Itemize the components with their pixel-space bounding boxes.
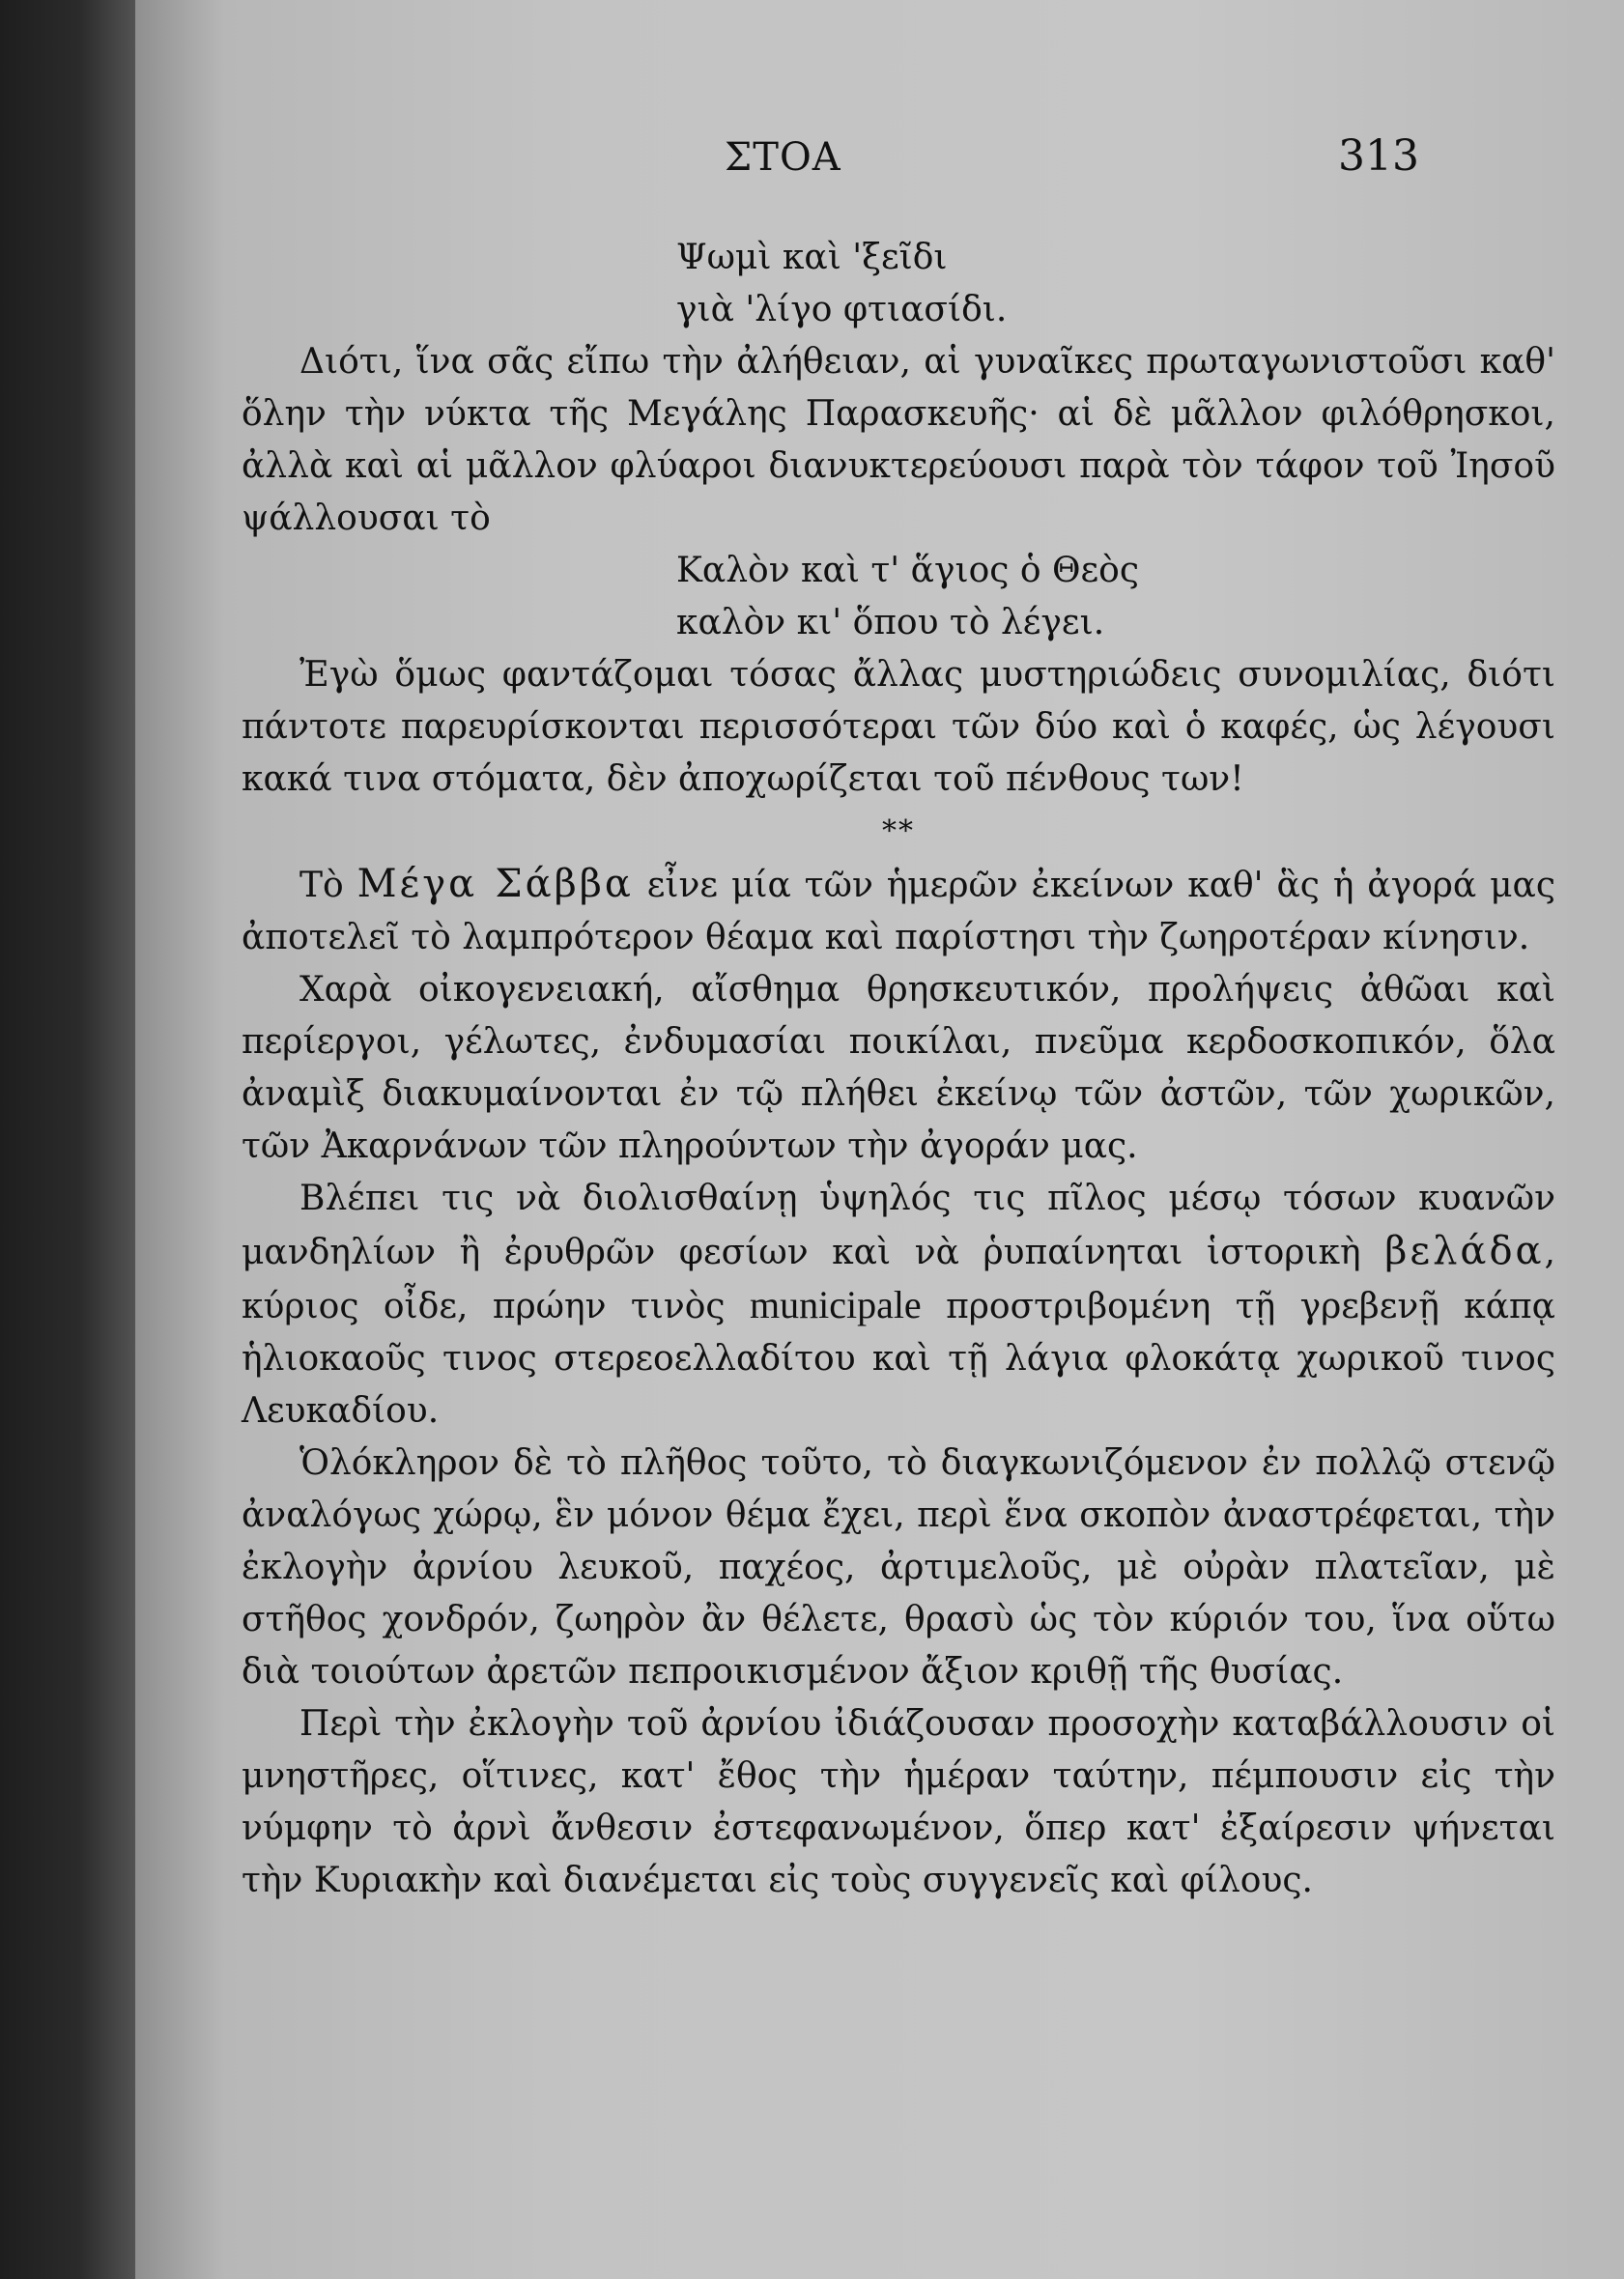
- paragraph: Ἐγὼ ὅμως φαντάζομαι τόσας ἄλλας μυστηριώδεις συνομιλίας, διότι πάντοτε παρευρίσκονται περισσότεραι τῶν δύο καὶ ὁ καφές, ὡς λέγουσι κακά τινα στόματα, δὲν ἀποχωρίζεται τοῦ πένθους των!: [242, 655, 1555, 799]
- paragraph: [242, 1173, 1555, 1438]
- running-title: ΣΤΟΑ: [725, 135, 841, 180]
- body-text: [242, 232, 1555, 1907]
- page-header: [135, 131, 1624, 193]
- page-number: 313: [1338, 131, 1419, 181]
- verse-line: καλὸν κι' ὅπου τὸ λέγει.: [676, 603, 1105, 642]
- paragraph: Ὁλόκληρον δὲ τὸ πλῆθος τοῦτο, τὸ διαγκωνιζόμενον ἐν πολλῷ στενῷ ἀναλόγως χώρῳ, ἓν μόνον θέμα ἔχει, περὶ ἕνα σκοπὸν ἀναστρέφεται, τὴν ἐκλογὴν ἀρνίου λευκοῦ, παχέος, ἀρτιμελοῦς, μὲ οὐρὰν πλατεῖαν, μὲ στῆθος χονδρόν, ζωηρὸν ἂν θέλετε, θρασὺ ὡς τὸν κύριόν του, ἵνα οὕτω διὰ τοιούτων ἀρετῶν πεπροικισμένον ἄξιον κριθῇ τῆς θυσίας.: [242, 1443, 1555, 1692]
- verse-line: γιὰ 'λίγο φτιασίδι.: [676, 290, 1008, 329]
- paragraph-lead: Τὸ: [299, 866, 344, 905]
- paragraph: Διότι, ἵνα σᾶς εἴπω τὴν ἀλήθειαν, αἱ γυναῖκες πρωταγωνιστοῦσι καθ' ὅλην τὴν νύκτα τῆς Μεγάλης Παρασκευῆς· αἱ δὲ μᾶλλον φιλόθρησκοι, ἀλλὰ καὶ αἱ μᾶλλον φλύαροι διανυκτερεύουσι παρὰ τὸν τάφον τοῦ Ἰησοῦ ψάλλουσαι τὸ: [242, 342, 1555, 538]
- paragraph: [242, 858, 1555, 964]
- spaced-word: βελάδα: [1384, 1229, 1545, 1273]
- paragraph-text: , κύριος οἶδε, πρώην τινὸς: [242, 1233, 1555, 1326]
- paragraph: Χαρὰ οἰκογενειακή, αἴσθημα θρησκευτικόν, προλήψεις ἀθῶαι καὶ περίεργοι, γέλωτες, ἐνδυμασίαι ποικίλαι, πνεῦμα κερδοσκοπικόν, ὅλα ἀναμὶξ διακυμαίνονται ἐν τῷ πλήθει ἐκείνῳ τῶν ἀστῶν, τῶν χωρικῶν, τῶν Ἀκαρνάνων τῶν πληρούντων τὴν ἀγοράν μας.: [242, 970, 1555, 1166]
- paragraph-text: εἶνε μία τῶν ἡμερῶν ἐκείνων καθ' ἃς ἡ ἀγορά μας ἀποτελεῖ τὸ λαμπρότερον θέαμα καὶ παρίστησι τὴν ζωηροτέραν κίνησιν.: [242, 866, 1555, 957]
- paragraph-text: Βλέπει τις νὰ διολισθαίνῃ ὑψηλός τις πῖλος μέσῳ τόσων κυανῶν μανδηλίων ἢ ἐρυθρῶν φεσίων καὶ νὰ ῥυπαίνηται ἱστορικὴ: [242, 1179, 1555, 1272]
- verse-line: Ψωμὶ καὶ 'ξεῖδι: [676, 238, 948, 277]
- verse-line: Καλὸν καὶ τ' ἅγιος ὁ Θεὸς: [676, 551, 1139, 590]
- latin-word: municipale: [749, 1283, 922, 1326]
- paragraph: Περὶ τὴν ἐκλογὴν τοῦ ἀρνίου ἰδιάζουσαν προσοχὴν καταβάλλουσιν οἱ μνηστῆρες, οἵτινες, κατ' ἔθος τὴν ἡμέραν ταύτην, πέμπουσιν εἰς τὴν νύμφην τὸ ἀρνὶ ἄνθεσιν ἐστεφανωμένον, ὅπερ κατ' ἐξαίρεσιν ψήνεται τὴν Κυριακὴν καὶ διανέμεται εἰς τοὺς συγγενεῖς καὶ φίλους.: [242, 1704, 1555, 1900]
- verse-couplet-2: [242, 545, 1555, 649]
- book-page: [135, 0, 1624, 2279]
- verse-couplet-1: [242, 232, 1555, 336]
- book-spine-shadow: [0, 0, 145, 2279]
- spaced-title: Μέγα Σάββα: [356, 862, 634, 906]
- section-divider: **: [882, 814, 915, 848]
- paragraph-text: προστριβομένη τῇ γρεβενῇ κάπᾳ ἡλιοκαοῦς τινος στερεοελλαδίτου καὶ τῇ λάγια φλοκάτᾳ χωρικοῦ τινος Λευκαδίου.: [242, 1287, 1555, 1431]
